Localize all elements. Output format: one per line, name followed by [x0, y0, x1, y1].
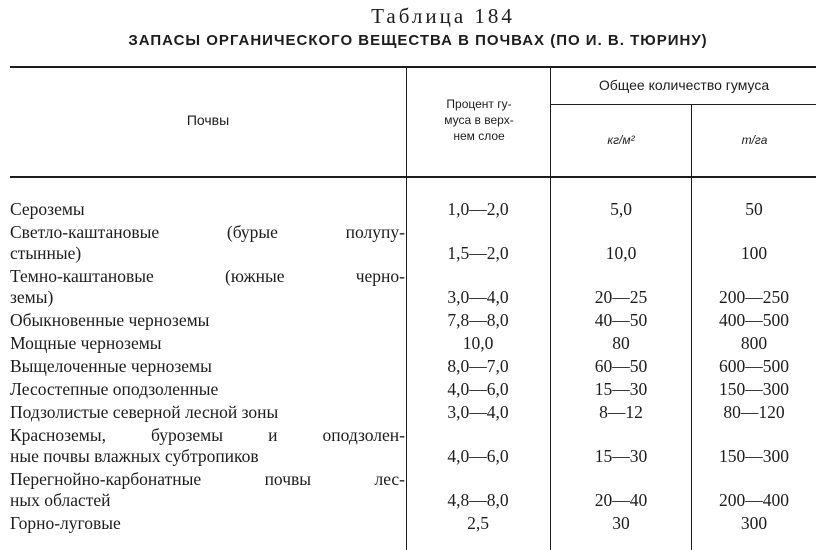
group-rule: [550, 104, 816, 105]
soil-name: Лесостепные оподзоленные: [10, 379, 219, 399]
col-divider-2: [550, 67, 551, 550]
t-value: 150—300: [719, 446, 789, 466]
t-value: 50: [745, 199, 763, 219]
kg-value: 40—50: [594, 310, 648, 330]
header-percent-line: нем слое: [453, 129, 505, 143]
soil-name: ных областей: [10, 490, 111, 510]
soil-name: Сероземы: [10, 199, 85, 219]
percent-value: 3,0—4,0: [447, 287, 509, 307]
soil-name: Обыкновенные черноземы: [10, 310, 210, 330]
soil-name: Темно-каштановые (южные черно-: [10, 266, 405, 286]
soil-name: Подзолистые северной лесной зоны: [10, 402, 279, 422]
percent-value: 2,5: [467, 513, 489, 533]
percent-value: 10,0: [462, 333, 494, 353]
percent-value: 1,0—2,0: [447, 199, 509, 219]
header-percent: [408, 96, 550, 144]
soil-name: стынные): [10, 243, 82, 263]
col-divider-3: [691, 105, 692, 550]
percent-value: 4,8—8,0: [447, 490, 509, 510]
top-rule: [10, 66, 816, 68]
header-rule: [10, 176, 816, 178]
t-value: 150—300: [719, 379, 789, 399]
t-value: 200—250: [719, 287, 789, 307]
percent-value: 4,0—6,0: [447, 446, 509, 466]
percent-value: 1,5—2,0: [447, 243, 509, 263]
kg-value: 15—30: [594, 446, 648, 466]
soil-name: Перегнойно-карбонатные почвы лес-: [10, 469, 405, 489]
header-unit-t: т/га: [741, 133, 768, 147]
t-value: 600—500: [719, 356, 789, 376]
header-soils: Почвы: [186, 112, 230, 128]
percent-value: 4,0—6,0: [447, 379, 509, 399]
soil-name: Светло-каштановые (бурые полупу-: [10, 222, 405, 242]
t-value: 200—400: [719, 490, 789, 510]
t-value: 80—120: [723, 402, 785, 422]
t-value: 800: [740, 333, 768, 353]
kg-value: 30: [612, 513, 630, 533]
percent-value: 3,0—4,0: [447, 402, 509, 422]
header-percent-line: Процент гу-: [446, 97, 512, 111]
soil-name: Выщелоченные черноземы: [10, 356, 212, 376]
soil-name: земы): [10, 287, 54, 307]
percent-value: 7,8—8,0: [447, 310, 509, 330]
kg-value: 10,0: [605, 243, 637, 263]
soil-name: Горно-луговые: [10, 513, 121, 533]
col-divider-1: [406, 67, 407, 550]
t-value: 100: [740, 243, 768, 263]
table-subtitle: ЗАПАСЫ ОРГАНИЧЕСКОГО ВЕЩЕСТВА В ПОЧВАХ (ПО И. В. ТЮРИНУ): [128, 32, 708, 49]
soil-name: Мощные черноземы: [10, 333, 162, 353]
table-title: Таблица 184: [371, 4, 515, 28]
header-unit-kg: кг/м²: [607, 133, 635, 147]
t-value: 400—500: [719, 310, 789, 330]
soil-name: Красноземы, буроземы и оподзолен-: [10, 425, 405, 445]
kg-value: 60—50: [594, 356, 648, 376]
kg-value: 20—40: [594, 490, 648, 510]
kg-value: 80: [612, 333, 630, 353]
kg-value: 20—25: [594, 287, 648, 307]
kg-value: 8—12: [599, 402, 643, 422]
t-value: 300: [740, 513, 768, 533]
kg-value: 5,0: [610, 199, 632, 219]
header-total: Общее количество гумуса: [598, 77, 770, 93]
header-percent-line: муса в верх-: [444, 113, 514, 127]
percent-value: 8,0—7,0: [447, 356, 509, 376]
soil-name: ные почвы влажных субтропиков: [10, 446, 259, 466]
kg-value: 15—30: [594, 379, 648, 399]
